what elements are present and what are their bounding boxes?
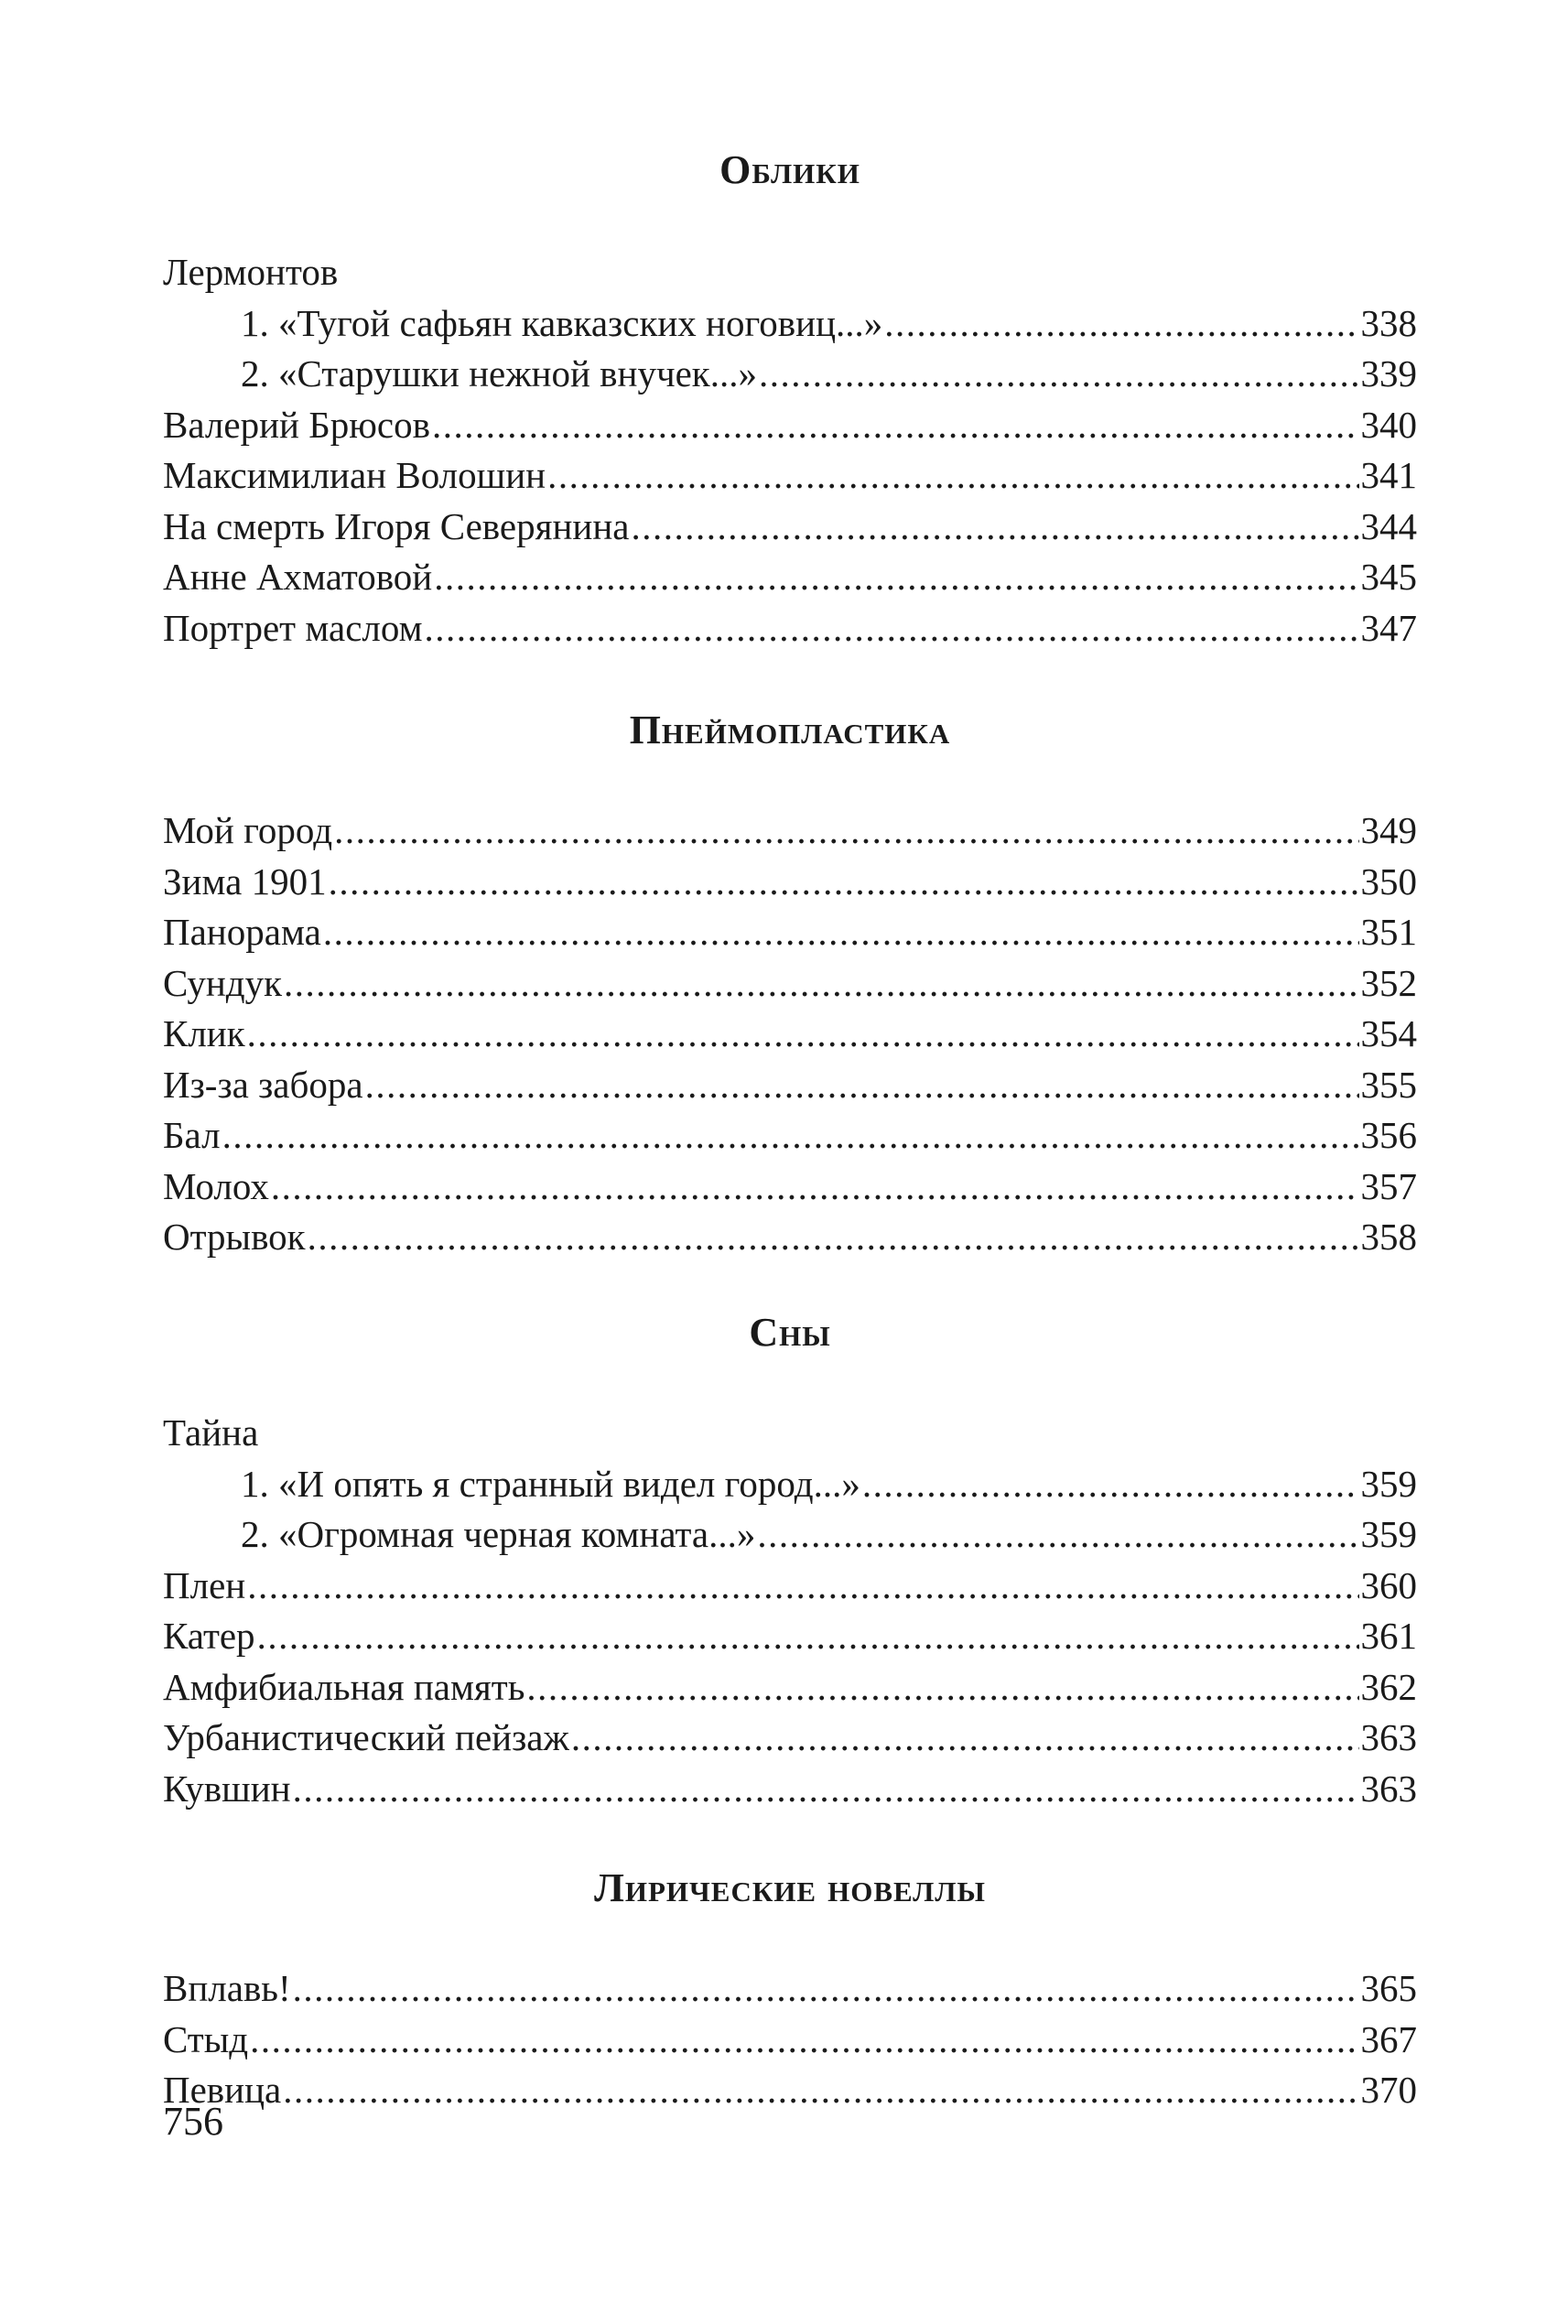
toc-entry-title: Анне Ахматовой xyxy=(163,556,433,598)
toc-entry xyxy=(163,1509,1417,1561)
toc-entry xyxy=(163,1110,1417,1162)
toc-entry-title: Лермонтов xyxy=(163,251,339,293)
toc-entry-title: 1. «И опять я странный видел город...» xyxy=(241,1462,860,1505)
dot-leader xyxy=(283,2065,1358,2116)
toc-entry-title: Из-за забора xyxy=(163,1063,363,1106)
toc-entry xyxy=(163,502,1417,553)
dot-leader xyxy=(271,1162,1359,1213)
dot-leader xyxy=(526,1662,1358,1713)
toc-entry-page-number: 362 xyxy=(1360,1665,1417,1708)
section-title: Облики xyxy=(719,147,860,192)
toc-entry-title: Кувшин xyxy=(163,1767,291,1810)
dot-leader xyxy=(365,1060,1359,1111)
dot-leader xyxy=(323,907,1359,958)
toc-entry-title: Певица xyxy=(163,2069,282,2111)
toc-entry xyxy=(163,2015,1417,2066)
toc-entry-page-number: 347 xyxy=(1360,606,1417,649)
toc-entry xyxy=(163,1009,1417,1060)
dot-leader xyxy=(425,603,1359,654)
toc-entry-title: 1. «Тугой сафьян кавказских ноговиц...» xyxy=(241,301,883,344)
toc-entry-page-number: 345 xyxy=(1360,556,1417,598)
page-number: 756 xyxy=(163,2099,223,2144)
toc-entry xyxy=(163,603,1417,654)
toc-entry-title: Урбанистический пейзаж xyxy=(163,1716,569,1758)
toc-entry-page-number: 350 xyxy=(1360,859,1417,903)
toc-entry-page-number: 359 xyxy=(1360,1513,1417,1555)
toc-entry xyxy=(163,552,1417,603)
toc-entry-page-number: 354 xyxy=(1360,1012,1417,1054)
toc-entry-title: Стыд xyxy=(163,2017,249,2060)
dot-leader xyxy=(247,1009,1359,1060)
toc-entry-page-number: 340 xyxy=(1360,403,1417,446)
toc-entry-title: Панорама xyxy=(163,911,321,953)
toc-entry xyxy=(163,1459,1417,1510)
toc-entry-title: Амфибиальная память xyxy=(163,1665,525,1708)
dot-leader xyxy=(862,1459,1359,1510)
toc-entry xyxy=(163,857,1417,908)
toc-entry xyxy=(163,298,1417,350)
toc-entry xyxy=(163,1060,1417,1111)
dot-leader xyxy=(571,1713,1359,1764)
toc-entry-page-number: 344 xyxy=(1360,504,1417,547)
toc-entry-title: Сундук xyxy=(163,961,283,1004)
toc-entry xyxy=(163,1764,1417,1815)
toc-entry xyxy=(163,1611,1417,1662)
toc-entry xyxy=(163,1713,1417,1764)
dot-leader xyxy=(432,400,1359,451)
toc-entry-page-number: 361 xyxy=(1360,1615,1417,1657)
toc-entry-title: 2. «Старушки нежной внучек...» xyxy=(241,352,757,395)
toc-entry xyxy=(163,1212,1417,1263)
toc-entry-title: Плен xyxy=(163,1563,246,1606)
toc-entry-page-number: 349 xyxy=(1360,809,1417,851)
dot-leader xyxy=(284,958,1358,1010)
toc-entry-page-number: 363 xyxy=(1360,1716,1417,1758)
toc-entry-title: Портрет маслом xyxy=(163,606,423,649)
toc-entry-page-number: 370 xyxy=(1360,2069,1417,2111)
toc-entry-title: Молох xyxy=(163,1164,269,1207)
toc-entry-page-number: 365 xyxy=(1360,1967,1417,2009)
toc-entry-title: Зима 1901 xyxy=(163,859,327,903)
toc-entry-page-number: 360 xyxy=(1360,1563,1417,1606)
toc-entry xyxy=(163,450,1417,502)
toc-group-heading xyxy=(163,247,1417,298)
toc-entry-title: Катер xyxy=(163,1615,255,1657)
toc-entry-page-number: 339 xyxy=(1360,352,1417,395)
section-entries xyxy=(163,805,1417,1263)
toc-entry xyxy=(163,1162,1417,1213)
section-entries xyxy=(163,1963,1417,2116)
toc-entry-page-number: 359 xyxy=(1360,1462,1417,1505)
toc-entry-title: Валерий Брюсов xyxy=(163,403,430,446)
toc-entry-title: Тайна xyxy=(163,1411,259,1454)
toc-entry xyxy=(163,958,1417,1010)
toc-entry xyxy=(163,400,1417,451)
section-entries xyxy=(163,247,1417,654)
toc-entry-page-number: 363 xyxy=(1360,1767,1417,1810)
toc-entry xyxy=(163,1561,1417,1612)
toc-entry-title: Бал xyxy=(163,1114,221,1156)
dot-leader xyxy=(222,1110,1359,1162)
toc-group-heading xyxy=(163,1408,1417,1459)
toc-entry-title: 2. «Огромная черная комната...» xyxy=(241,1513,756,1555)
section-entries xyxy=(163,1408,1417,1814)
dot-leader xyxy=(334,805,1358,857)
toc-entry-page-number: 357 xyxy=(1360,1164,1417,1207)
dot-leader xyxy=(757,1509,1358,1561)
toc-entry xyxy=(163,1662,1417,1713)
toc-entry-page-number: 355 xyxy=(1360,1063,1417,1106)
toc-entry-page-number: 352 xyxy=(1360,961,1417,1004)
toc-entry-title: Вплавь! xyxy=(163,1967,291,2009)
toc-entry-page-number: 367 xyxy=(1360,2017,1417,2060)
toc-entry-page-number: 341 xyxy=(1360,454,1417,496)
toc-entry-title: Максимилиан Волошин xyxy=(163,454,546,496)
toc-entry xyxy=(163,2065,1417,2116)
dot-leader xyxy=(247,1561,1358,1612)
toc-entry xyxy=(163,805,1417,857)
dot-leader xyxy=(257,1611,1359,1662)
dot-leader xyxy=(759,349,1359,400)
section-title: Пнеймопластика xyxy=(629,708,951,752)
dot-leader xyxy=(308,1212,1359,1263)
toc-entry-title: Отрывок xyxy=(163,1216,306,1258)
toc-entry-page-number: 338 xyxy=(1360,301,1417,344)
dot-leader xyxy=(329,857,1359,908)
dot-leader xyxy=(434,552,1358,603)
toc-entry xyxy=(163,907,1417,958)
toc-entry-title: Клик xyxy=(163,1012,245,1054)
toc-entry xyxy=(163,349,1417,400)
dot-leader xyxy=(884,298,1358,350)
toc-entry-title: На смерть Игоря Северянина xyxy=(163,504,630,547)
dot-leader xyxy=(250,2015,1358,2066)
dot-leader xyxy=(547,450,1358,502)
toc-entry xyxy=(163,1963,1417,2015)
toc-entry-page-number: 356 xyxy=(1360,1114,1417,1156)
toc-entry-title: Мой город xyxy=(163,809,333,851)
toc-entry-page-number: 358 xyxy=(1360,1216,1417,1258)
toc-page xyxy=(163,0,1417,2324)
section-title: Сны xyxy=(749,1310,831,1355)
dot-leader xyxy=(631,502,1358,553)
dot-leader xyxy=(293,1963,1359,2015)
dot-leader xyxy=(293,1764,1359,1815)
section-title: Лирические новеллы xyxy=(594,1865,986,1910)
toc-entry-page-number: 351 xyxy=(1360,911,1417,953)
